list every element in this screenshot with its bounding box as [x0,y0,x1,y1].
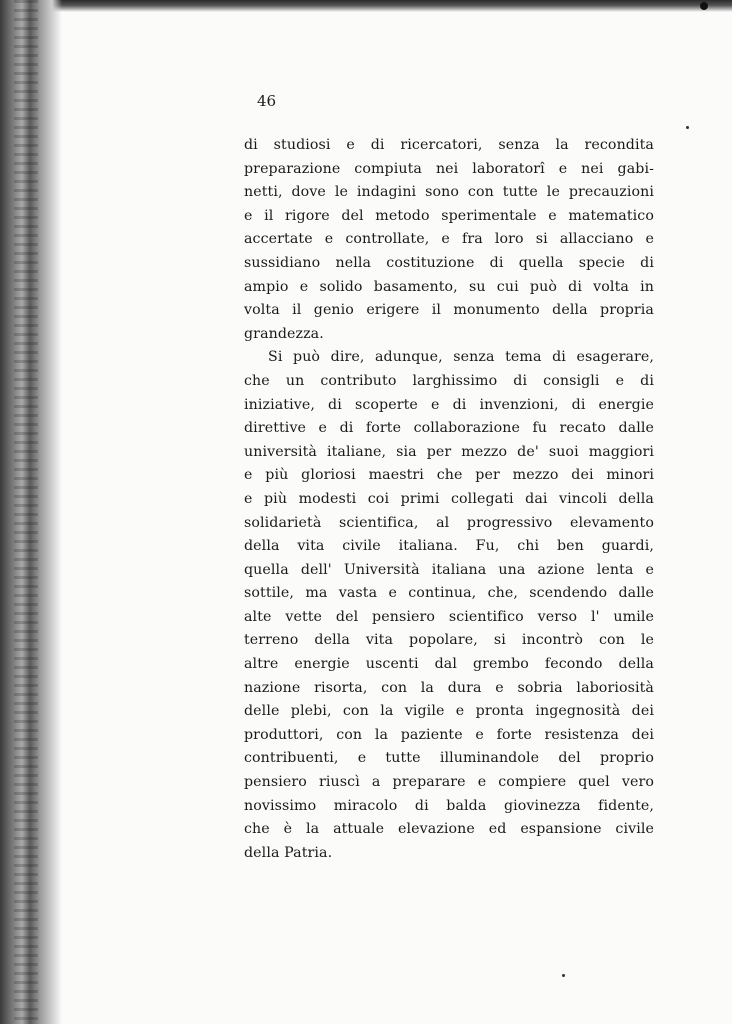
text-line: sussidiano nella costituzione di quella specie di [244,254,654,271]
text-line: solidarietà scientifica, al progressivo elevamento [244,514,654,531]
text-line: produttori, con la paziente e forte resistenza dei [244,726,654,743]
scan-speck [686,126,689,129]
text-line: che è la attuale elevazione ed espansione civile [244,821,654,838]
text-line: della Patria. [244,844,333,861]
text-line: altre energie uscenti dal grembo fecondo della [244,656,654,673]
text-line: e più gloriosi maestri che per mezzo dei minori [244,467,654,484]
text-line: alte vette del pensiero scientifico verso l' umile [244,608,654,625]
text-line: delle plebi, con la vigile e pronta ingegnosità dei [244,703,654,720]
text-line: Si può dire, adunque, senza tema di esagerare, [268,349,654,366]
text-line: di studiosi e di ricercatori, senza la recondita [244,137,654,153]
text-line: preparazione compiuta nei laboratorî e nei gabi- [244,160,654,177]
text-line: della vita civile italiana. Fu, chi ben guardi, [244,538,654,555]
text-line: ampio e solido basamento, su cui può di volta in [244,278,654,295]
text-line: novissimo miracolo di balda giovinezza fidente, [244,797,654,814]
binding-texture [14,0,38,1024]
text-line: università italiane, sia per mezzo de' suoi maggiori [244,443,654,460]
scan-speck [700,2,708,10]
text-line: direttive e di forte collaborazione fu recato dalle [244,420,654,437]
scan-speck [562,974,565,977]
text-line: volta il genio erigere il monumento della propria [244,302,654,319]
page-number: 46 [257,92,277,110]
text-line: che un contributo larghissimo di consigli e di [244,372,654,389]
text-line: e il rigore del metodo sperimentale e matematico [244,207,654,224]
text-line: e più modesti coi primi collegati dai vincoli della [244,490,654,507]
text-line: sottile, ma vasta e continua, che, scendendo dalle [244,585,654,602]
text-line: terreno della vita popolare, si incontrò con le [244,632,654,649]
text-line: iniziative, di scoperte e di invenzioni, di energie [244,396,654,413]
text-line: grandezza. [244,325,324,342]
text-line: nazione risorta, con la dura e sobria laboriosità [244,679,654,696]
body-text [244,134,654,865]
text-line: pensiero riuscì a preparare e compiere quel vero [244,774,654,791]
text-line: quella dell' Università italiana una azione lenta e [244,561,654,578]
text-line: netti, dove le indagini sono con tutte le precauzioni [244,184,654,201]
text-line: accertate e controllate, e fra loro si allacciano e [244,231,654,248]
text-line: contribuenti, e tutte illuminandole del proprio [244,750,654,767]
scan-top-edge [0,0,732,12]
